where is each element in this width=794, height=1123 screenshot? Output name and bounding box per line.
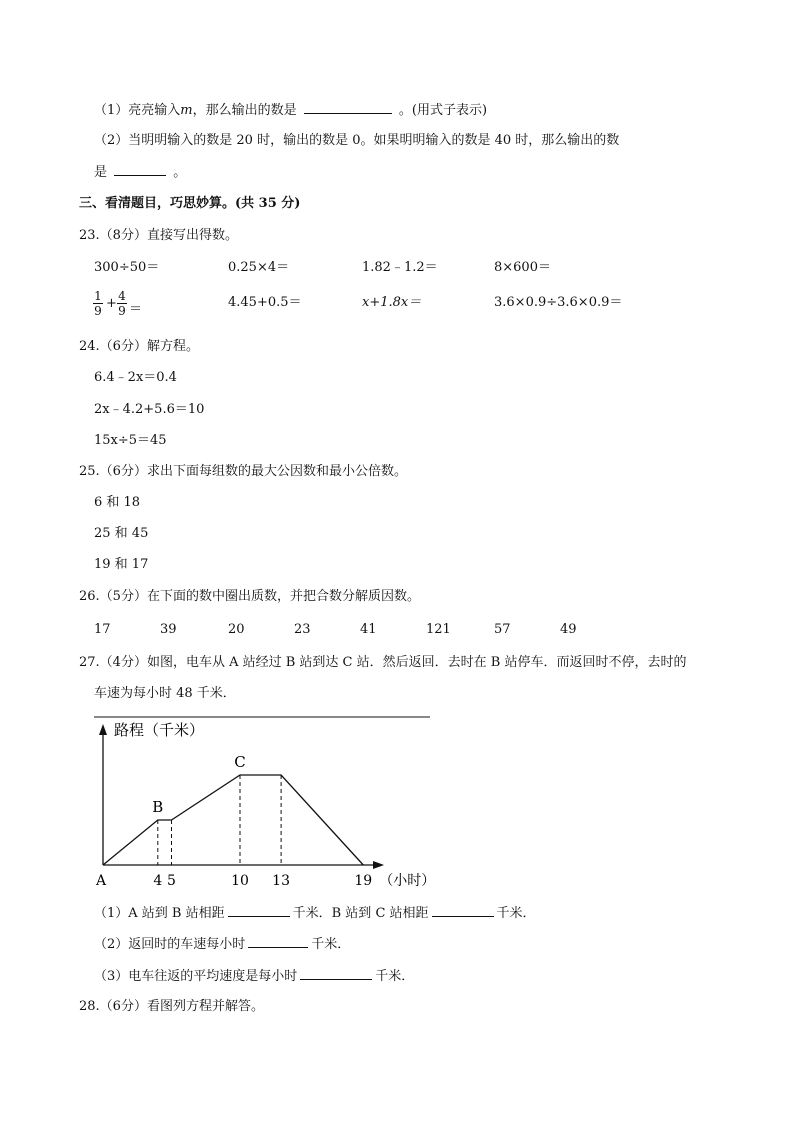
number-item[interactable]: 121 — [426, 622, 451, 637]
answer-blank[interactable] — [300, 967, 372, 980]
number-pair: 6 和 18 — [94, 495, 141, 510]
plus-sign: + — [106, 296, 117, 311]
q22-part2-line1: （2）当明明输入的数是 20 时，输出的数是 0。如果明明输入的数是 40 时，那么输出的数 — [94, 133, 620, 148]
x-tick-label: 10 — [231, 873, 249, 889]
x-tick-label: 19 — [354, 873, 373, 889]
equals-sign: ＝ — [129, 302, 143, 317]
q28-title: 28.（6分）看图列方程并解答。 — [79, 999, 264, 1014]
calc-item: 4.45+0.5＝ — [228, 295, 302, 310]
x-tick-label: 13 — [272, 873, 291, 889]
number-item[interactable]: 41 — [360, 622, 377, 637]
q24-title: 24.（6分）解方程。 — [79, 339, 199, 354]
q27-sub3: （3）电车往返的平均速度是每小时 千米． — [94, 969, 415, 984]
number-item[interactable]: 20 — [228, 622, 245, 637]
distance-time-chart — [0, 705, 794, 900]
number-pair: 25 和 45 — [94, 526, 149, 541]
number-item[interactable]: 57 — [494, 622, 511, 637]
q27-sub1: （1）A 站到 B 站相距 千米．B 站到 C 站相距 千米． — [94, 906, 536, 921]
fraction-one-ninth: 1 9 — [94, 289, 102, 318]
origin-label: A — [95, 873, 107, 889]
q22-part2-line2: 是 。 — [94, 165, 187, 180]
equation: 6.4﹣2x＝0.4 — [94, 370, 177, 385]
point-label: C — [234, 753, 246, 771]
number-pair: 19 和 17 — [94, 557, 149, 572]
q26-title: 26.（5分）在下面的数中圈出质数，并把合数分解质因数。 — [79, 589, 420, 604]
fraction-four-ninths: 4 9 — [118, 289, 126, 318]
answer-blank[interactable] — [432, 904, 494, 917]
q27-sub2: （2）返回时的车速每小时 千米． — [94, 937, 351, 952]
q22-part1: （1）亮亮输入m，那么输出的数是 。(用式子表示) — [94, 103, 488, 118]
calc-item: 300÷50＝ — [94, 260, 160, 275]
x-tick-label: 4 — [153, 873, 163, 889]
x-tick-label: 5 — [167, 873, 176, 889]
number-item[interactable]: 23 — [294, 622, 311, 637]
calc-item: 1.82﹣1.2＝ — [362, 260, 438, 275]
answer-blank[interactable] — [248, 935, 308, 948]
calc-item: x+1.8x＝ — [362, 295, 422, 310]
section-heading: 三、看清题目，巧思妙算。(共 35 分) — [79, 196, 301, 211]
calc-item: 0.25×4＝ — [228, 260, 290, 275]
number-item[interactable]: 17 — [94, 622, 111, 637]
q27-line2: 车速为每小时 48 千米． — [94, 686, 236, 701]
route-line — [103, 775, 363, 865]
q27-line1: 27.（4分）如图，电车从 A 站经过 B 站到达 C 站．然后返回．去时在 B 站停车．而返回时不停，去时的 — [79, 655, 687, 670]
answer-blank[interactable] — [228, 904, 290, 917]
x-axis-label: （小时） — [379, 873, 436, 889]
y-axis-label: 路程（千米） — [114, 721, 205, 739]
q23-title: 23.（8分）直接写出得数。 — [79, 228, 238, 243]
number-item[interactable]: 39 — [160, 622, 177, 637]
calc-item: 8×600＝ — [494, 260, 551, 275]
equation: 15x÷5＝45 — [94, 433, 167, 448]
number-item[interactable]: 49 — [560, 622, 577, 637]
equation: 2x﹣4.2+5.6＝10 — [94, 402, 205, 417]
calc-item: 3.6×0.9÷3.6×0.9＝ — [494, 295, 623, 310]
answer-blank[interactable] — [114, 163, 166, 176]
point-label: B — [152, 798, 164, 816]
answer-blank[interactable] — [304, 101, 392, 114]
q25-title: 25.（6分）求出下面每组数的最大公因数和最小公倍数。 — [79, 464, 407, 479]
